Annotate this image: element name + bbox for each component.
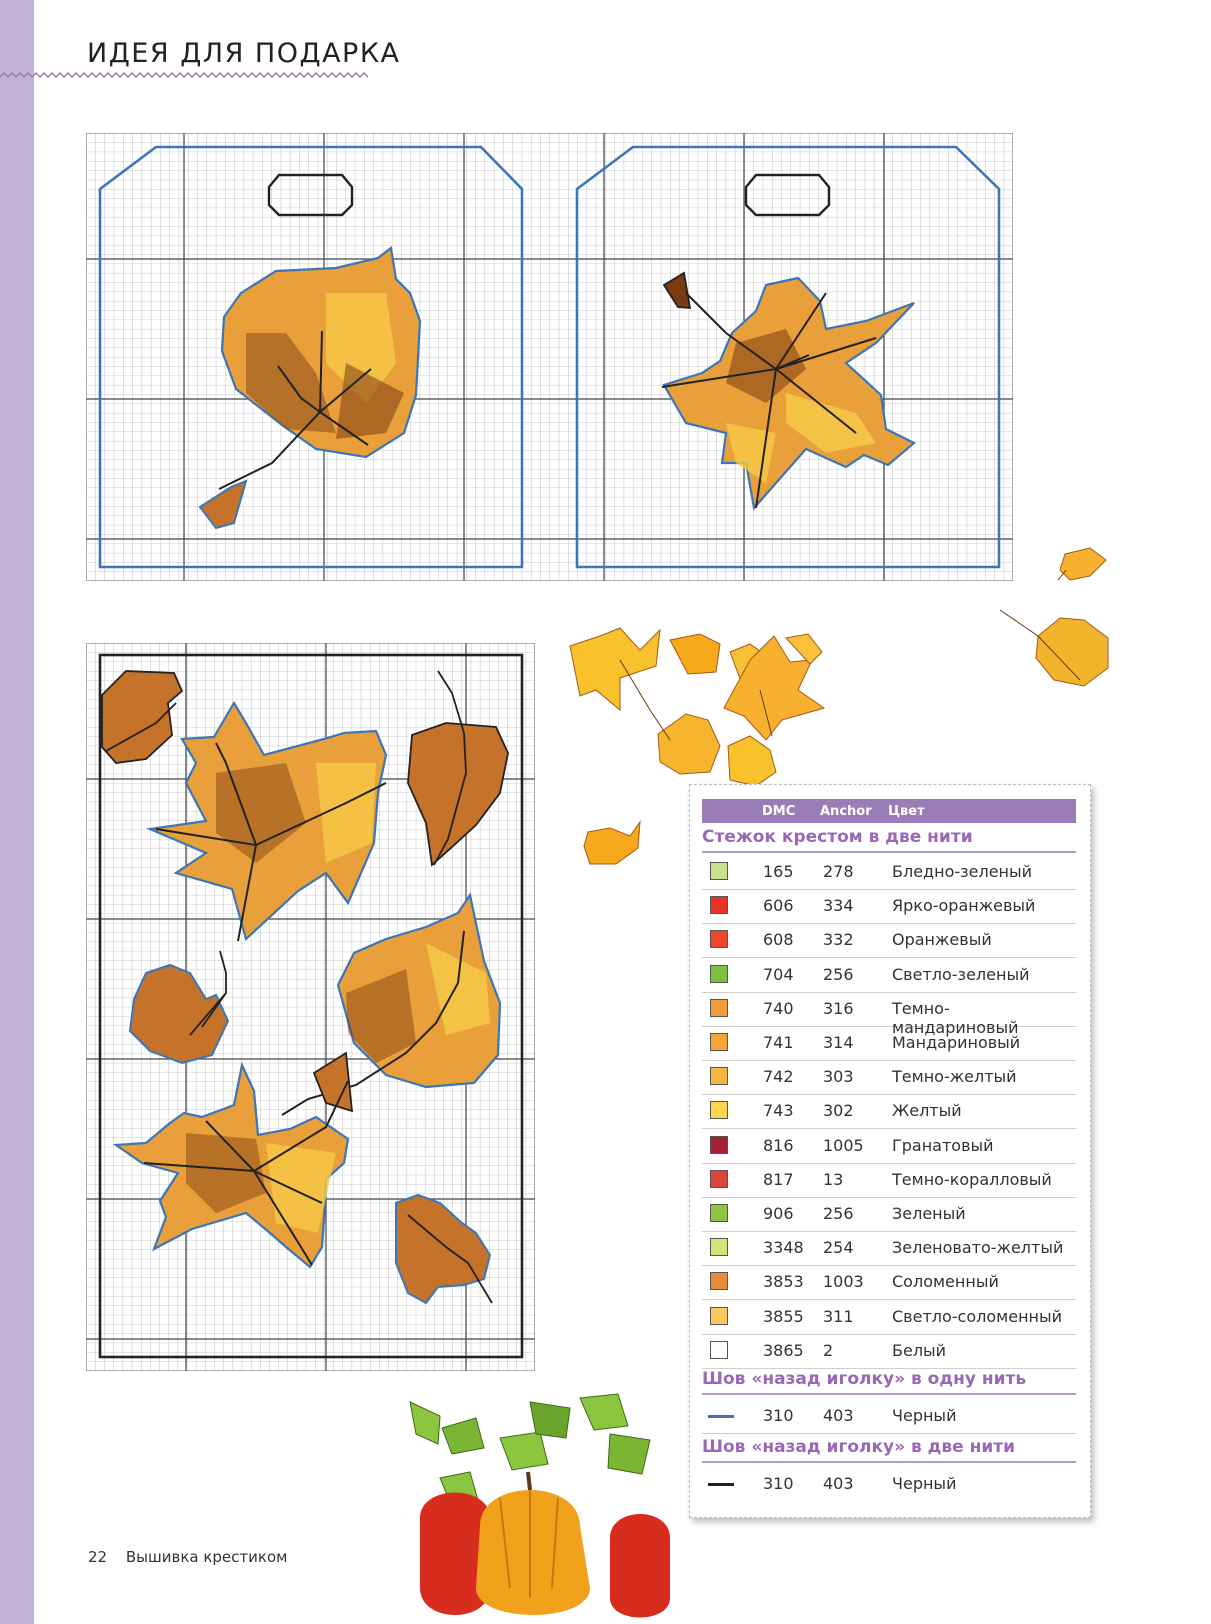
key-row (702, 1059, 1076, 1095)
key-row (702, 1093, 1076, 1129)
color-name: Черный (892, 1406, 957, 1425)
anchor-number: 332 (823, 930, 854, 950)
section-cross-stitch: Стежок крестом в две нити (702, 827, 1076, 853)
key-row (702, 1230, 1076, 1266)
dots-icon (710, 862, 728, 880)
bowtie-icon (710, 1033, 728, 1051)
header-color: Цвет (888, 804, 925, 819)
anchor-icon (710, 1307, 728, 1325)
anchor-number: 2 (823, 1340, 834, 1360)
dmc-number: 704 (763, 964, 794, 984)
three-dots-icon (710, 930, 728, 948)
black-line-icon (708, 1483, 734, 1486)
hatch-icon (710, 999, 728, 1017)
dmc-number: 165 (763, 862, 794, 881)
backstitch-blue-row (702, 1398, 1076, 1434)
dmc-number: 816 (763, 1135, 794, 1155)
anchor-number: 316 (823, 998, 854, 1018)
circle-icon (710, 1136, 728, 1154)
pumpkin-apples-illustration (380, 1388, 680, 1624)
color-name: Темно-мандариновый (892, 998, 1019, 1037)
header-anchor: Anchor (820, 804, 872, 819)
key-row (702, 854, 1076, 890)
key-row (702, 1264, 1076, 1300)
square-dot-icon (710, 1170, 728, 1188)
header-dmc: DMC (762, 804, 796, 819)
moon-icon (710, 1238, 728, 1256)
dmc-number: 3853 (763, 1272, 804, 1292)
anchor-number: 254 (823, 1238, 854, 1258)
color-name: Оранжевый (892, 930, 992, 950)
anchor-number: 334 (823, 896, 854, 916)
key-header (702, 799, 1076, 823)
dmc-number: 606 (763, 896, 794, 916)
color-name: Желтый (892, 1101, 962, 1121)
blue-line-icon (708, 1415, 734, 1418)
key-row (702, 1162, 1076, 1198)
dmc-number: 3865 (763, 1340, 804, 1360)
grid-icon (710, 1067, 728, 1085)
color-name: Зеленовато-желтый (892, 1238, 1064, 1258)
color-name: Мандариновый (892, 1033, 1021, 1052)
section-backstitch-one: Шов «назад иголку» в одну нить (702, 1369, 1076, 1395)
color-name: Бледно-зеленый (892, 862, 1033, 881)
leaves-cross-stitch-chart (86, 643, 535, 1371)
dmc-number: 906 (763, 1204, 794, 1223)
anchor-number: 314 (823, 1033, 854, 1052)
color-name: Ярко-оранжевый (892, 896, 1036, 916)
dmc-number: 310 (763, 1474, 794, 1493)
anchor-number: 311 (823, 1306, 854, 1326)
anchor-number: 303 (823, 1067, 854, 1087)
anchor-number: 256 (823, 964, 854, 984)
key-row (702, 991, 1076, 1037)
anchor-number: 256 (823, 1204, 854, 1223)
tags-cross-stitch-chart (86, 133, 1013, 581)
color-name: Светло-зеленый (892, 964, 1030, 984)
key-row (702, 1128, 1076, 1164)
color-name: Темно-коралловый (892, 1169, 1052, 1189)
color-name: Темно-желтый (892, 1067, 1017, 1087)
page-number: 22 (88, 1548, 108, 1566)
color-name: Светло-соломенный (892, 1306, 1063, 1326)
key-row (702, 1196, 1076, 1232)
dmc-number: 741 (763, 1033, 794, 1052)
page-footer (88, 1548, 287, 1566)
dmc-number: 740 (763, 998, 794, 1018)
dmc-number: 310 (763, 1406, 794, 1425)
dmc-number: 743 (763, 1101, 794, 1121)
dmc-number: 3855 (763, 1306, 804, 1326)
key-row (702, 957, 1076, 993)
key-row (702, 922, 1076, 958)
slash-icon (710, 896, 728, 914)
dmc-number: 3348 (763, 1238, 804, 1258)
anchor-number: 403 (823, 1406, 854, 1425)
dmc-number: 817 (763, 1169, 794, 1189)
key-row (702, 888, 1076, 924)
anchor-number: 302 (823, 1101, 854, 1121)
title-zigzag-rule (0, 72, 370, 82)
anchor-number: 1005 (823, 1135, 864, 1155)
key-row (702, 1025, 1076, 1061)
cross-square-icon (710, 1341, 728, 1359)
dmc-number: 742 (763, 1067, 794, 1087)
key-row (702, 1333, 1076, 1369)
anchor-number: 278 (823, 862, 854, 881)
page-title: ИДЕЯ ДЛЯ ПОДАРКА (87, 38, 401, 69)
color-name: Зеленый (892, 1204, 966, 1223)
color-name: Соломенный (892, 1272, 999, 1292)
anchor-number: 13 (823, 1169, 844, 1189)
dmc-number: 608 (763, 930, 794, 950)
magazine-name: Вышивка крестиком (125, 1548, 288, 1566)
backstitch-black-row (702, 1466, 1076, 1501)
l-icon (710, 1204, 728, 1222)
anchor-number: 1003 (823, 1272, 864, 1292)
side-color-bar (0, 0, 34, 1624)
clover-icon (710, 965, 728, 983)
color-name: Черный (892, 1474, 957, 1493)
arc-icon (710, 1272, 728, 1290)
color-name: Белый (892, 1340, 947, 1360)
section-backstitch-two: Шов «назад иголку» в две нити (702, 1437, 1076, 1463)
asterisk-icon (710, 1101, 728, 1119)
color-key-panel (689, 784, 1091, 1518)
anchor-number: 403 (823, 1474, 854, 1493)
color-name: Гранатовый (892, 1135, 994, 1155)
key-row (702, 1299, 1076, 1335)
